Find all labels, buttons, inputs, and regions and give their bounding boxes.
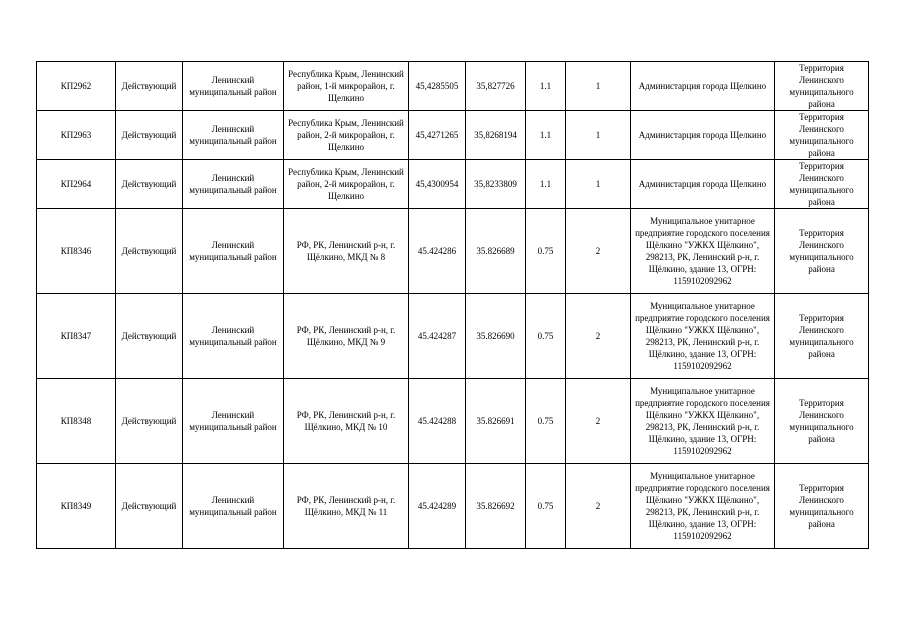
address-cell: Республика Крым, Ленинский район, 2-й микрорайон, г. Щелкино	[284, 160, 409, 209]
owner-cell: Муниципальное унитарное предприятие городского поселения Щёлкино "УЖКХ Щёлкино", 298213, РК, Ленинский р-н, г. Щёлкино, здание 13, ОГРН: 1159102092962	[631, 209, 775, 294]
owner-cell: Муниципальное унитарное предприятие городского поселения Щёлкино "УЖКХ Щёлкино", 298213, РК, Ленинский р-н, г. Щёлкино, здание 13, ОГРН: 1159102092962	[631, 379, 775, 464]
count-cell: 2	[566, 209, 631, 294]
latitude-cell: 45.424288	[409, 379, 466, 464]
district-cell: Ленинский муниципальный район	[183, 209, 284, 294]
table-row	[37, 209, 869, 294]
status-cell: Действующий	[116, 111, 183, 160]
owner-cell: Администарция города Щелкино	[631, 111, 775, 160]
count-cell: 2	[566, 464, 631, 549]
territory-cell: Территория Ленинского муниципального района	[775, 379, 869, 464]
district-cell: Ленинский муниципальный район	[183, 294, 284, 379]
table-row	[37, 160, 869, 209]
territory-cell: Территория Ленинского муниципального района	[775, 160, 869, 209]
status-cell: Действующий	[116, 62, 183, 111]
table-row	[37, 379, 869, 464]
address-cell: Республика Крым, Ленинский район, 1-й микрорайон, г. Щелкино	[284, 62, 409, 111]
district-cell: Ленинский муниципальный район	[183, 379, 284, 464]
longitude-cell: 35,8233809	[466, 160, 526, 209]
table-row	[37, 62, 869, 111]
owner-cell: Администарция города Щелкино	[631, 62, 775, 111]
territory-cell: Территория Ленинского муниципального района	[775, 209, 869, 294]
longitude-cell: 35,8268194	[466, 111, 526, 160]
table-row	[37, 111, 869, 160]
volume-cell: 0.75	[526, 379, 566, 464]
volume-cell: 0.75	[526, 294, 566, 379]
table-row	[37, 464, 869, 549]
table-row	[37, 294, 869, 379]
address-cell: Республика Крым, Ленинский район, 2-й микрорайон, г. Щелкино	[284, 111, 409, 160]
volume-cell: 1.1	[526, 111, 566, 160]
site-id-cell: КП8346	[37, 209, 116, 294]
volume-cell: 1.1	[526, 160, 566, 209]
latitude-cell: 45,4271265	[409, 111, 466, 160]
owner-cell: Муниципальное унитарное предприятие городского поселения Щёлкино "УЖКХ Щёлкино", 298213, РК, Ленинский р-н, г. Щёлкино, здание 13, ОГРН: 1159102092962	[631, 294, 775, 379]
address-cell: РФ, РК, Ленинский р-н, г. Щёлкино, МКД № 9	[284, 294, 409, 379]
count-cell: 1	[566, 160, 631, 209]
latitude-cell: 45,4300954	[409, 160, 466, 209]
site-id-cell: КП8347	[37, 294, 116, 379]
district-cell: Ленинский муниципальный район	[183, 62, 284, 111]
status-cell: Действующий	[116, 464, 183, 549]
volume-cell: 0.75	[526, 209, 566, 294]
territory-cell: Территория Ленинского муниципального района	[775, 62, 869, 111]
latitude-cell: 45.424289	[409, 464, 466, 549]
count-cell: 2	[566, 379, 631, 464]
longitude-cell: 35,827726	[466, 62, 526, 111]
count-cell: 1	[566, 62, 631, 111]
count-cell: 1	[566, 111, 631, 160]
latitude-cell: 45.424287	[409, 294, 466, 379]
owner-cell: Муниципальное унитарное предприятие городского поселения Щёлкино "УЖКХ Щёлкино", 298213, РК, Ленинский р-н, г. Щёлкино, здание 13, ОГРН: 1159102092962	[631, 464, 775, 549]
owner-cell: Администарция города Щелкино	[631, 160, 775, 209]
latitude-cell: 45.424286	[409, 209, 466, 294]
site-id-cell: КП2964	[37, 160, 116, 209]
longitude-cell: 35.826692	[466, 464, 526, 549]
district-cell: Ленинский муниципальный район	[183, 111, 284, 160]
address-cell: РФ, РК, Ленинский р-н, г. Щёлкино, МКД № 11	[284, 464, 409, 549]
address-cell: РФ, РК, Ленинский р-н, г. Щёлкино, МКД № 8	[284, 209, 409, 294]
district-cell: Ленинский муниципальный район	[183, 160, 284, 209]
longitude-cell: 35.826690	[466, 294, 526, 379]
district-cell: Ленинский муниципальный район	[183, 464, 284, 549]
count-cell: 2	[566, 294, 631, 379]
status-cell: Действующий	[116, 379, 183, 464]
volume-cell: 1.1	[526, 62, 566, 111]
site-id-cell: КП8348	[37, 379, 116, 464]
site-id-cell: КП8349	[37, 464, 116, 549]
latitude-cell: 45,4285505	[409, 62, 466, 111]
container-sites-table	[36, 61, 869, 549]
site-id-cell: КП2962	[37, 62, 116, 111]
territory-cell: Территория Ленинского муниципального района	[775, 111, 869, 160]
territory-cell: Территория Ленинского муниципального района	[775, 464, 869, 549]
longitude-cell: 35.826689	[466, 209, 526, 294]
status-cell: Действующий	[116, 294, 183, 379]
status-cell: Действующий	[116, 209, 183, 294]
site-id-cell: КП2963	[37, 111, 116, 160]
territory-cell: Территория Ленинского муниципального района	[775, 294, 869, 379]
address-cell: РФ, РК, Ленинский р-н, г. Щёлкино, МКД № 10	[284, 379, 409, 464]
status-cell: Действующий	[116, 160, 183, 209]
volume-cell: 0.75	[526, 464, 566, 549]
longitude-cell: 35.826691	[466, 379, 526, 464]
